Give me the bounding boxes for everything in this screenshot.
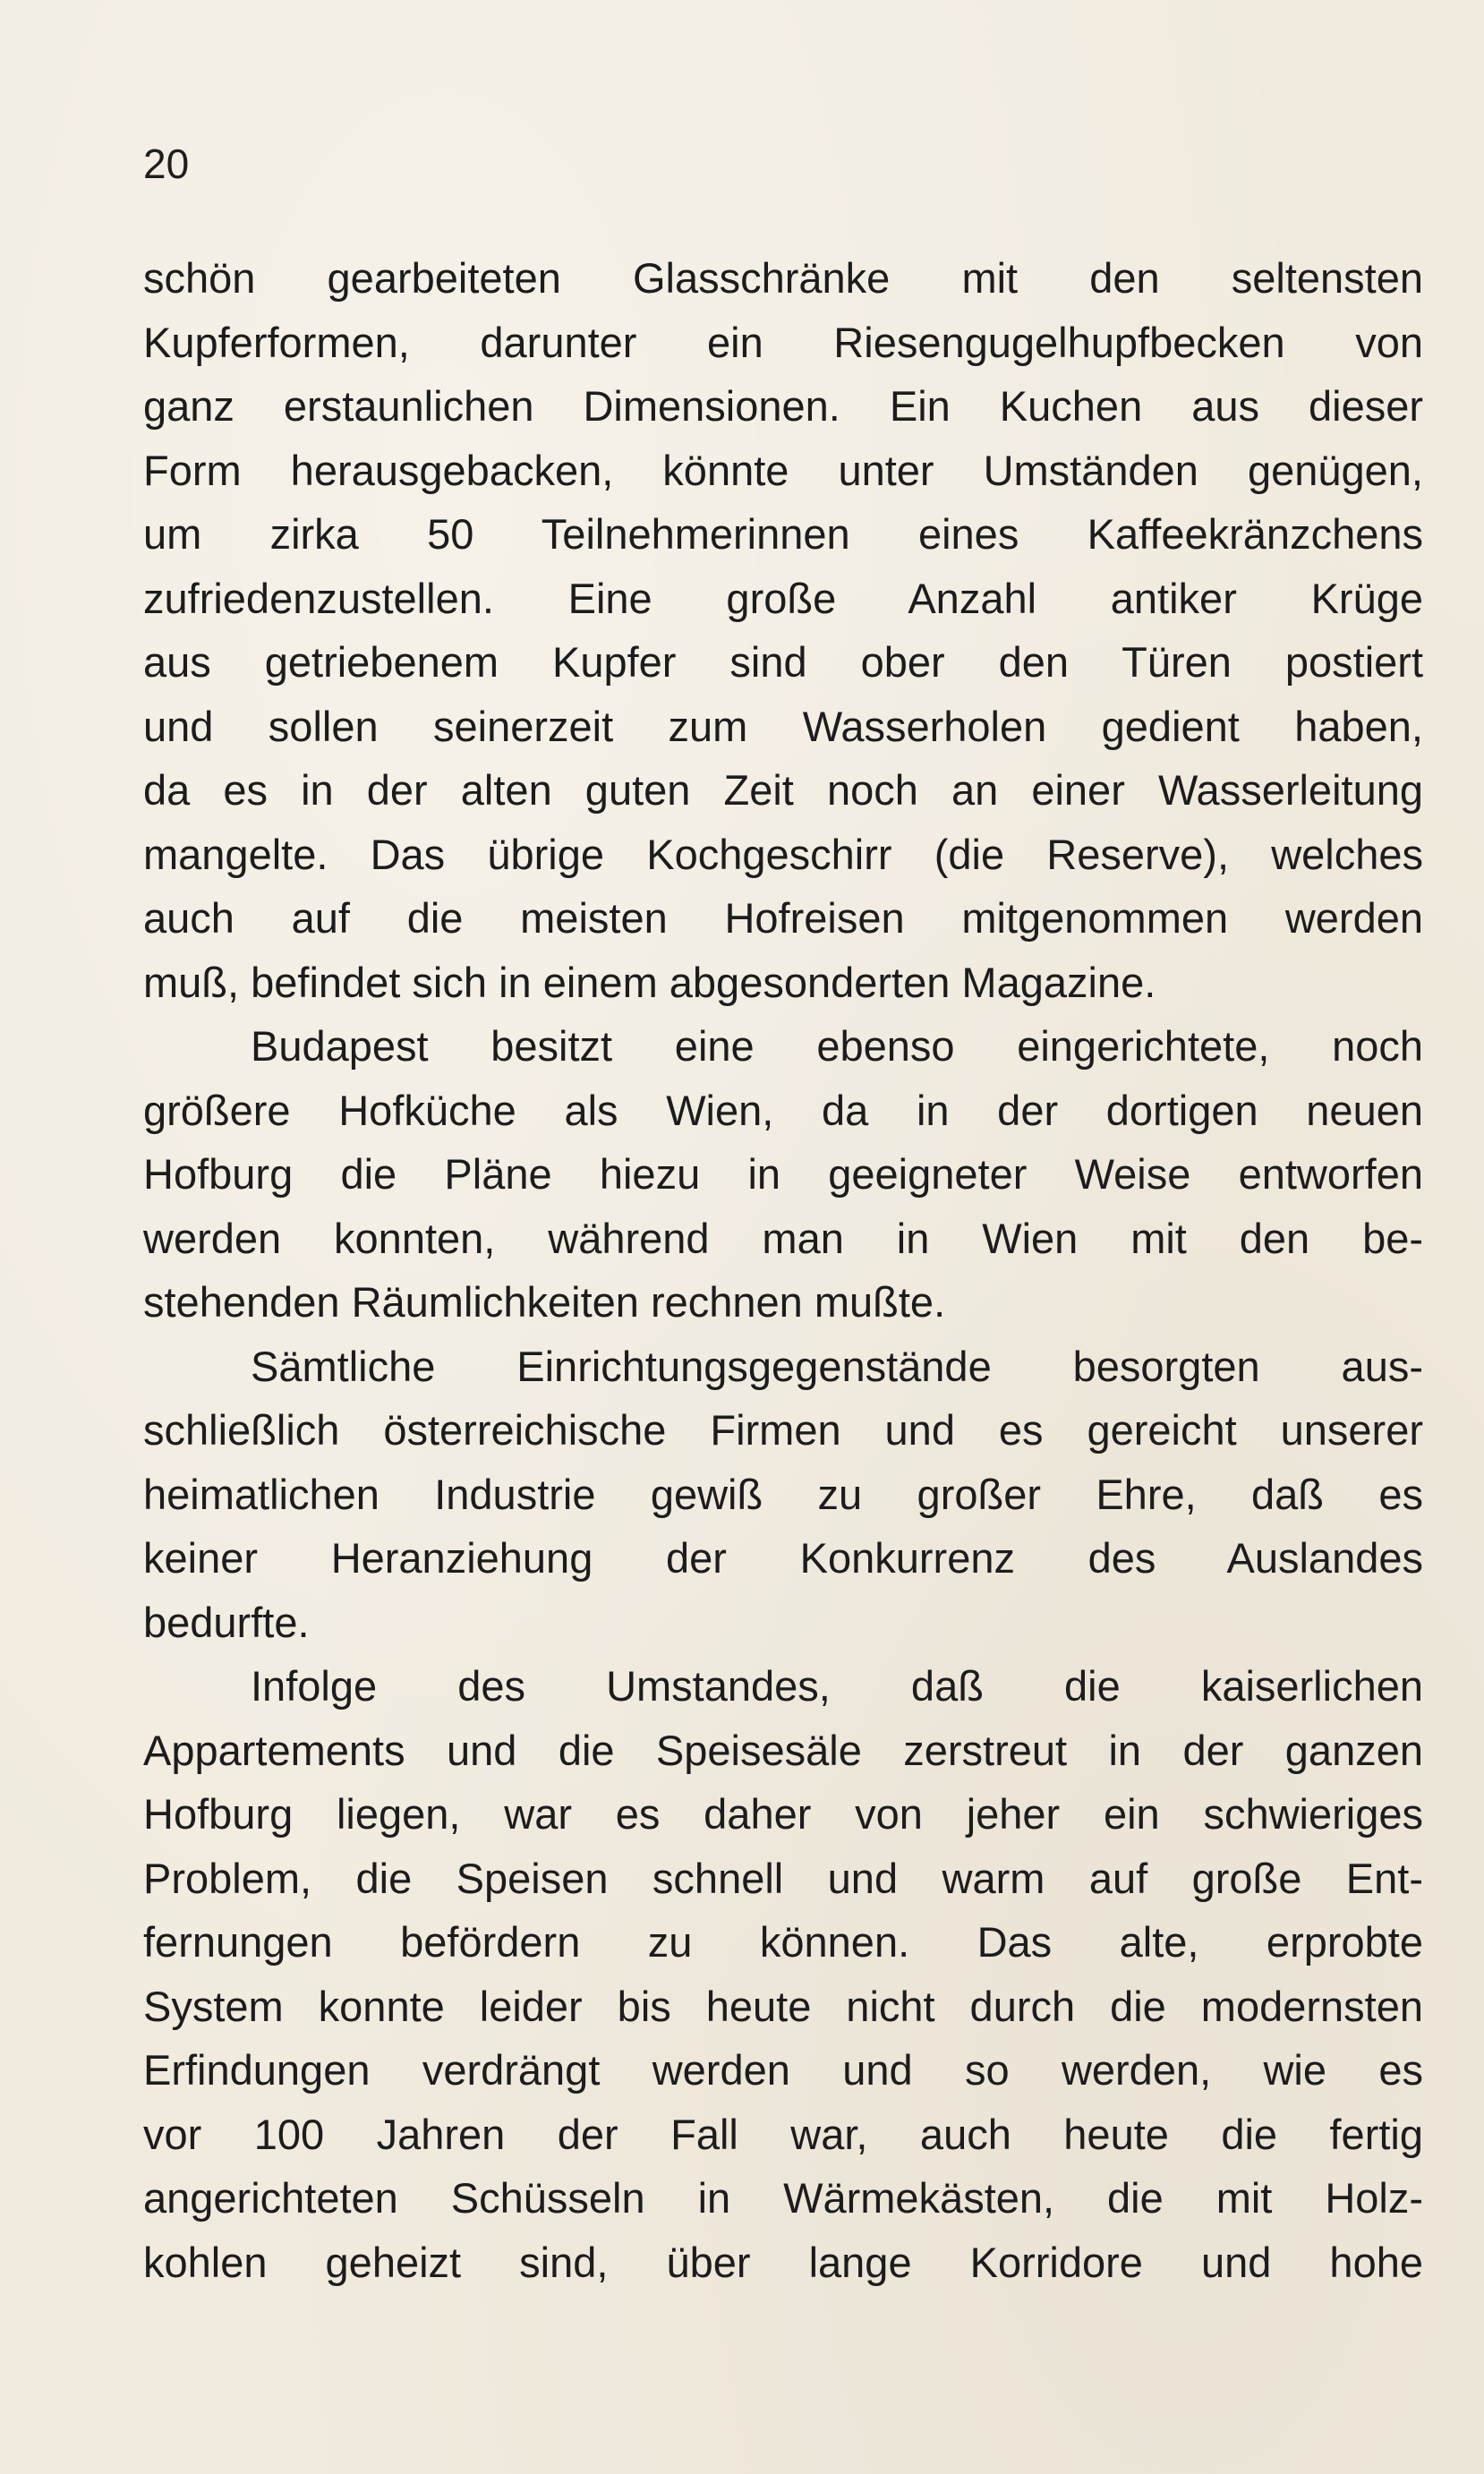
text-line: Hofburg liegen, war es daher von jeher ein schwieriges bbox=[143, 1790, 1423, 1838]
text-line: vor 100 Jahren der Fall war, auch heute die fertig bbox=[143, 2110, 1423, 2158]
paragraph-4 bbox=[143, 1654, 1423, 2294]
text-line: muß, befindet sich in einem abgesonderten Magazine. bbox=[143, 958, 1156, 1006]
text-line: heimatlichen Industrie gewiß zu großer Ehre, daß es bbox=[143, 1470, 1423, 1518]
text-line: auch auf die meisten Hofreisen mitgenommen werden bbox=[143, 894, 1423, 942]
text-line: größere Hofküche als Wien, da in der dortigen neuen bbox=[143, 1086, 1423, 1134]
text-line: um zirka 50 Teilnehmerinnen eines Kaffeekränzchens bbox=[143, 510, 1423, 558]
text-line: Sämtliche Einrichtungsgegenstände besorgten aus- bbox=[251, 1342, 1423, 1390]
text-line: fernungen befördern zu können. Das alte, erprobte bbox=[143, 1918, 1423, 1966]
text-line: zufriedenzustellen. Eine große Anzahl antiker Krüge bbox=[143, 574, 1423, 622]
text-line: Appartements und die Speisesäle zerstreut in der ganzen bbox=[143, 1726, 1423, 1774]
text-line: Infolge des Umstandes, daß die kaiserlichen bbox=[251, 1662, 1423, 1710]
page-number: 20 bbox=[143, 141, 190, 187]
text-line: stehenden Räumlichkeiten rechnen mußte. bbox=[143, 1278, 946, 1326]
text-line: werden konnten, während man in Wien mit den be- bbox=[143, 1214, 1423, 1262]
text-line: mangelte. Das übrige Kochgeschirr (die Reserve), welches bbox=[143, 830, 1423, 878]
text-line: bedurfte. bbox=[143, 1598, 310, 1646]
paragraph-1 bbox=[143, 246, 1423, 1014]
text-line: Kupferformen, darunter ein Riesengugelhupfbecken von bbox=[143, 318, 1423, 366]
text-line: Budapest besitzt eine ebenso eingerichtete, noch bbox=[251, 1022, 1423, 1070]
text-line: Problem, die Speisen schnell und warm auf große Ent- bbox=[143, 1854, 1423, 1902]
paragraph-3 bbox=[143, 1335, 1423, 1655]
text-line: schön gearbeiteten Glasschränke mit den seltensten bbox=[143, 254, 1423, 302]
text-line: keiner Heranziehung der Konkurrenz des Auslandes bbox=[143, 1534, 1423, 1582]
text-line: schließlich österreichische Firmen und es gereicht unserer bbox=[143, 1406, 1423, 1454]
text-line: Form herausgebacken, könnte unter Umständen genügen, bbox=[143, 446, 1423, 494]
text-line: System konnte leider bis heute nicht durch die modernsten bbox=[143, 1982, 1423, 2030]
text-line: kohlen geheizt sind, über lange Korridore und hohe bbox=[143, 2238, 1423, 2286]
paragraph-2 bbox=[143, 1014, 1423, 1335]
text-line: aus getriebenem Kupfer sind ober den Türen postiert bbox=[143, 638, 1423, 686]
text-line: Hofburg die Pläne hiezu in geeigneter Weise entworfen bbox=[143, 1150, 1423, 1198]
text-line: Erfindungen verdrängt werden und so werden, wie es bbox=[143, 2046, 1423, 2094]
text-line: und sollen seinerzeit zum Wasserholen gedient haben, bbox=[143, 702, 1423, 750]
text-line: ganz erstaunlichen Dimensionen. Ein Kuchen aus dieser bbox=[143, 382, 1423, 430]
body-text bbox=[143, 246, 1423, 2294]
text-line: da es in der alten guten Zeit noch an einer Wasserleitung bbox=[143, 766, 1423, 814]
text-line: angerichteten Schüsseln in Wärmekästen, die mit Holz- bbox=[143, 2174, 1423, 2222]
